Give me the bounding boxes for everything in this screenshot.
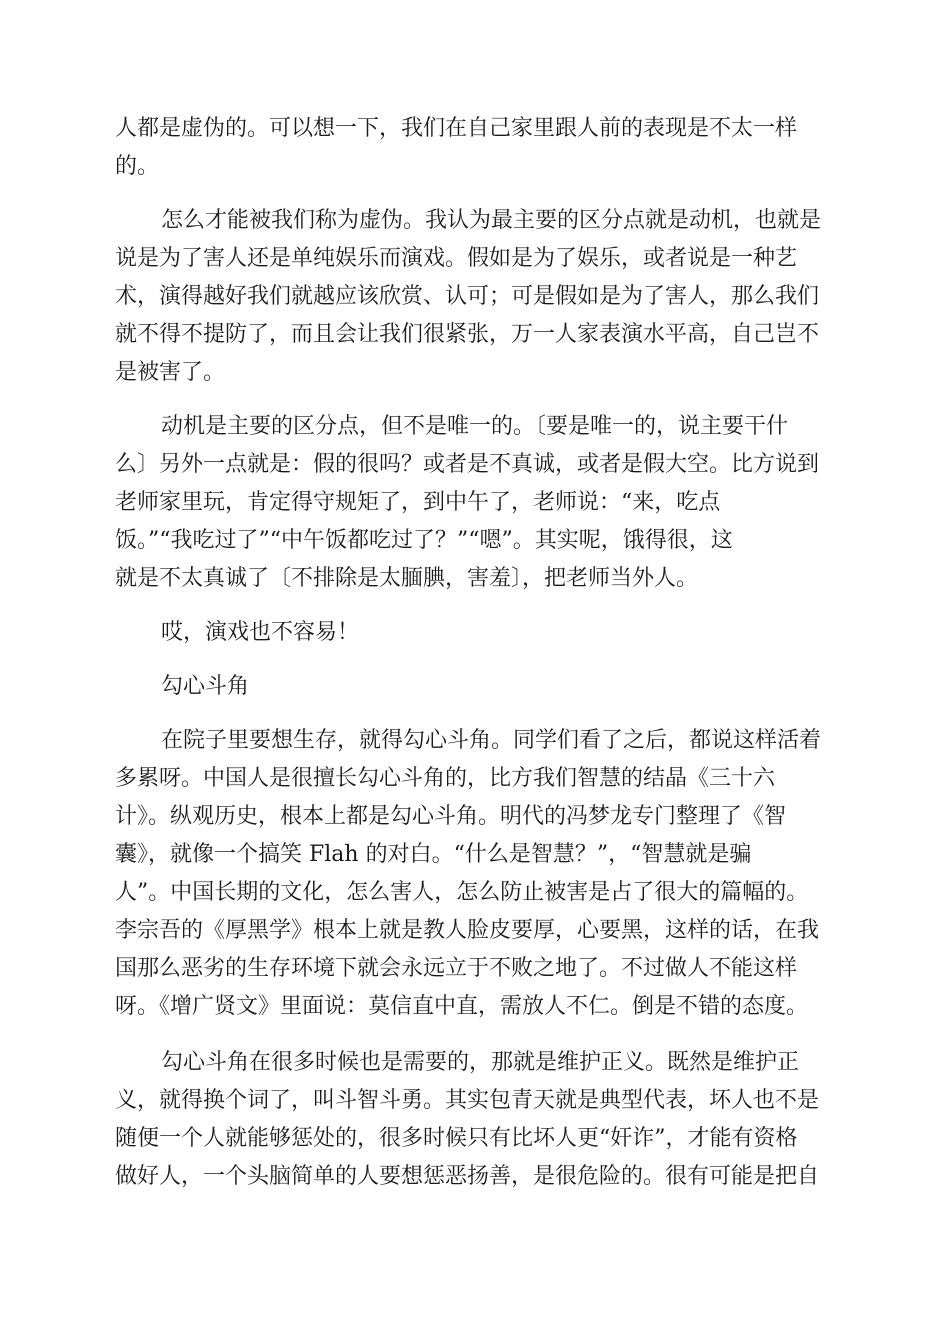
text-line: 义，就得换个词了，叫斗智斗勇。其实包青天就是典型代表，坏人也不是 [115,1088,820,1113]
text-line: 哎，演戏也不容易！ [161,620,360,645]
text-line: 术，演得越好我们就越应该欣赏、认可；可是假如是为了害人，那么我们 [115,284,820,309]
text-line: 就不得不提防了，而且会让我们很紧张，万一人家表演水平高，自己岂不 [115,322,820,347]
text-line: 囊》，就像一个搞笑 Flah 的对白。“什么是智慧？”，“智慧就是骗 [115,842,752,867]
text-line: 多累呀。中国人是很擅长勾心斗角的，比方我们智慧的结晶《三十六 [115,766,776,791]
text-line: 老师家里玩，肯定得守规矩了，到中午了，老师说：“来，吃点 [115,490,721,515]
text-line: 饭。”“我吃过了”“中午饭都吃过了？”“嗯”。其实呢，饿得很，这 [115,528,733,553]
text-line: 呀。《增广贤文》里面说：莫信直中直，需放人不仁。倒是不错的态度。 [115,994,809,1019]
text-line: 做好人，一个头脑简单的人要想惩恶扬善，是很危险的。很有可能是把自 [115,1164,820,1189]
text-line: 国那么恶劣的生存环境下就会永远立于不败之地了。不过做人不能这样 [115,956,798,981]
text-line: 人”。中国长期的文化，怎么害人，怎么防止被害是占了很大的篇幅的。 [115,880,809,905]
text-line: 是被害了。 [115,360,226,385]
text-line: 计》。纵观历史，根本上都是勾心斗角。明代的冯梦龙专门整理了《智 [115,804,787,829]
text-line: 李宗吾的《厚黑学》根本上就是教人脸皮要厚，心要黑，这样的话，在我 [115,918,820,943]
text-line: 在院子里要想生存，就得勾心斗角。同学们看了之后，都说这样活着 [161,728,822,753]
text-line: 就是不太真诚了〔不排除是太腼腆，害羞〕，把老师当外人。 [115,566,699,591]
text-line: 勾心斗角在很多时候也是需要的，那就是维护正义。既然是维护正 [161,1050,800,1075]
text-line: 人都是虚伪的。可以想一下，我们在自己家里跟人前的表现是不太一样 [115,116,798,141]
text-line: 动机是主要的区分点，但不是唯一的。〔要是唯一的，说主要干什 [161,414,789,439]
text-line: 说是为了害人还是单纯娱乐而演戏。假如是为了娱乐，或者说是一种艺 [115,246,798,271]
text-line: 随便一个人就能够惩处的，很多时候只有比坏人更“奸诈”，才能有资格 [115,1126,798,1151]
section-heading: 勾心斗角 [161,674,250,699]
text-line: 的。 [115,154,160,179]
text-line: 怎么才能被我们称为虚伪。我认为最主要的区分点就是动机，也就是 [161,208,822,233]
text-line: 么〕另外一点就是：假的很吗？或者是不真诚，或者是假大空。比方说到 [115,452,820,477]
